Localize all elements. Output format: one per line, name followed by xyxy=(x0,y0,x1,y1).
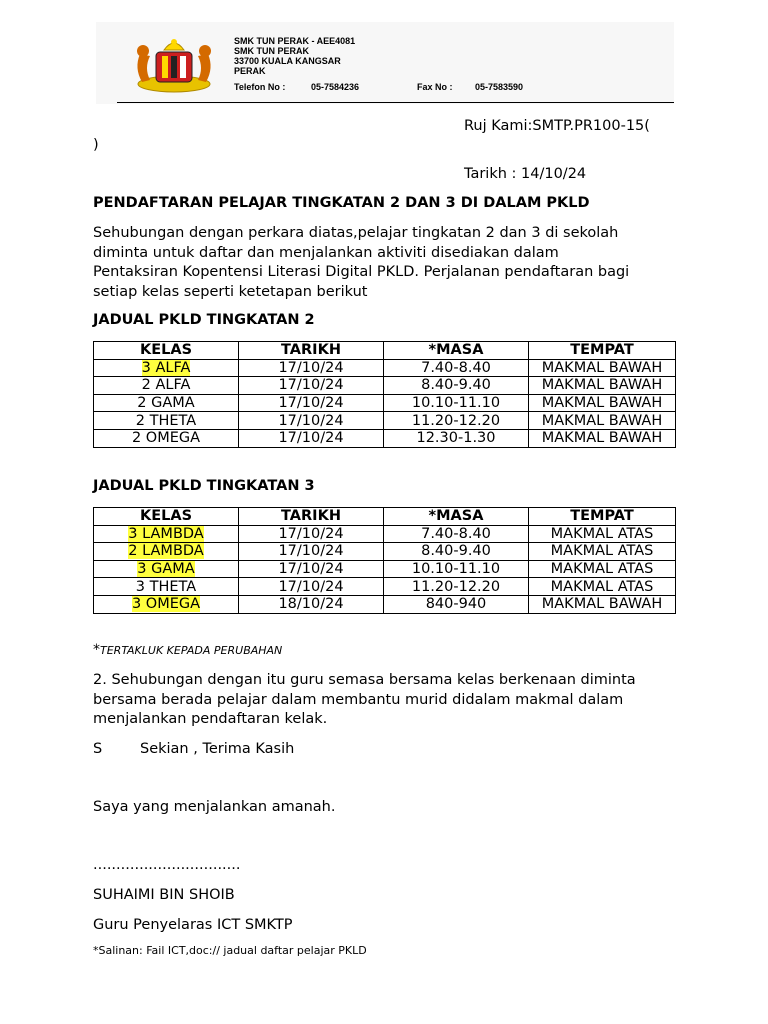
table-row xyxy=(94,560,676,578)
header-tarikh: TARIKH xyxy=(239,508,384,526)
fax-label: Fax No : xyxy=(417,82,453,92)
cell-tarikh: 18/10/24 xyxy=(239,595,384,613)
motto: Saya yang menjalankan amanah. xyxy=(93,799,336,815)
footnote xyxy=(93,642,282,658)
highlighted-class-name: 3 OMEGA xyxy=(131,596,201,613)
intro-line: Sehubungan dengan perkara diatas,pelajar tingkatan 2 dan 3 di sekolah xyxy=(93,225,619,241)
school-crest-logo xyxy=(128,34,220,96)
cell-tarikh: 17/10/24 xyxy=(239,359,384,377)
table-heading-form2: JADUAL PKLD TINGKATAN 2 xyxy=(93,312,315,328)
cell-masa: 11.20-12.20 xyxy=(384,412,529,430)
header-tempat: TEMPAT xyxy=(529,508,676,526)
table-row xyxy=(94,595,676,613)
cell-masa: 10.10-11.10 xyxy=(384,560,529,578)
cell-masa: 840-940 xyxy=(384,595,529,613)
cell-masa: 8.40-9.40 xyxy=(384,543,529,561)
cell-tempat: MAKMAL ATAS xyxy=(529,578,676,596)
highlighted-class-name: 3 ALFA xyxy=(141,359,191,376)
paragraph-two xyxy=(93,671,636,730)
cell-tempat: MAKMAL ATAS xyxy=(529,543,676,561)
cell-tempat: MAKMAL BAWAH xyxy=(529,429,676,447)
cell-tempat: MAKMAL BAWAH xyxy=(529,394,676,412)
cell-tarikh: 17/10/24 xyxy=(239,394,384,412)
cell-tempat: MAKMAL BAWAH xyxy=(529,359,676,377)
phone-number: 05-7584236 xyxy=(311,82,360,92)
header-masa: *MASA xyxy=(384,342,529,360)
highlighted-class-name: 3 LAMBDA xyxy=(128,525,204,542)
table-row xyxy=(94,377,676,395)
cell-tempat: MAKMAL ATAS xyxy=(529,560,676,578)
cell-tarikh: 17/10/24 xyxy=(239,377,384,395)
phone-label: Telefon No : xyxy=(234,82,286,92)
table-row xyxy=(94,359,676,377)
intro-line: setiap kelas seperti ketetapan berikut xyxy=(93,283,368,300)
reference-number: Ruj Kami:SMTP.PR100-15( xyxy=(464,118,650,134)
cell-tempat: MAKMAL BAWAH xyxy=(529,595,676,613)
school-line: 33700 KUALA KANGSAR xyxy=(234,56,341,66)
intro-line: Pentaksiran Kopentensi Literasi Digital PKLD. Perjalanan pendaftaran bagi xyxy=(93,264,630,280)
cell-masa: 7.40-8.40 xyxy=(384,359,529,377)
closing-text: Sekian , Terima Kasih xyxy=(140,741,295,757)
cell-tarikh: 17/10/24 xyxy=(239,429,384,447)
cell-kelas xyxy=(94,543,239,561)
cell-tarikh: 17/10/24 xyxy=(239,560,384,578)
paragraph-line: 2. Sehubungan dengan itu guru semasa bersama kelas berkenaan diminta xyxy=(93,672,636,688)
header-kelas: KELAS xyxy=(94,508,239,526)
cell-kelas: 2 GAMA xyxy=(94,394,239,412)
signatory-title: Guru Penyelaras ICT SMKTP xyxy=(93,917,293,933)
cell-kelas xyxy=(94,359,239,377)
school-line: PERAK xyxy=(234,66,266,76)
cell-tarikh: 17/10/24 xyxy=(239,578,384,596)
highlighted-class-name: 3 GAMA xyxy=(137,561,195,578)
cell-kelas: 3 THETA xyxy=(94,578,239,596)
footnote-star: * xyxy=(93,642,100,658)
table-heading-form3: JADUAL PKLD TINGKATAN 3 xyxy=(93,478,315,494)
header-kelas: KELAS xyxy=(94,342,239,360)
table-header-row xyxy=(94,508,676,526)
fax-number: 05-7583590 xyxy=(475,82,524,92)
cell-kelas: 2 THETA xyxy=(94,412,239,430)
table-row xyxy=(94,429,676,447)
intro-line: diminta untuk daftar dan menjalankan aktiviti disediakan dalam xyxy=(93,244,559,261)
letter-date: Tarikh : 14/10/24 xyxy=(464,166,587,182)
signatory-name: SUHAIMI BIN SHOIB xyxy=(93,887,235,903)
copy-note: *Salinan: Fail ICT,doc:// jadual daftar pelajar PKLD xyxy=(93,944,367,957)
cell-kelas: 2 ALFA xyxy=(94,377,239,395)
closing-prefix: S xyxy=(93,741,103,757)
header-divider xyxy=(117,102,674,103)
reference-continuation: ) xyxy=(93,137,99,153)
paragraph-line: bersama berada pelajar dalam membantu murid didalam makmal dalam xyxy=(93,691,624,708)
cell-masa: 12.30-1.30 xyxy=(384,429,529,447)
cell-kelas xyxy=(94,595,239,613)
cell-tarikh: 17/10/24 xyxy=(239,543,384,561)
paragraph-line: menjalankan pendaftaran kelak. xyxy=(93,711,328,727)
cell-kelas xyxy=(94,560,239,578)
table-header-row xyxy=(94,342,676,360)
letter-title: PENDAFTARAN PELAJAR TINGKATAN 2 DAN 3 DI DALAM PKLD xyxy=(93,195,590,211)
signature-line: ................................ xyxy=(93,857,241,873)
cell-tarikh: 17/10/24 xyxy=(239,525,384,543)
header-masa: *MASA xyxy=(384,508,529,526)
highlighted-class-name: 2 LAMBDA xyxy=(128,543,204,560)
header-tempat: TEMPAT xyxy=(529,342,676,360)
table-row xyxy=(94,578,676,596)
cell-masa: 10.10-11.10 xyxy=(384,394,529,412)
table-row xyxy=(94,394,676,412)
table-row xyxy=(94,525,676,543)
schedule-table-form2 xyxy=(93,341,676,448)
school-line: SMK TUN PERAK - AEE4081 xyxy=(234,36,356,46)
header-tarikh: TARIKH xyxy=(239,342,384,360)
cell-kelas: 2 OMEGA xyxy=(94,429,239,447)
school-line: SMK TUN PERAK xyxy=(234,46,310,56)
cell-kelas xyxy=(94,525,239,543)
intro-paragraph xyxy=(93,224,629,302)
cell-masa: 11.20-12.20 xyxy=(384,578,529,596)
school-address xyxy=(234,36,355,76)
cell-tarikh: 17/10/24 xyxy=(239,412,384,430)
table-row xyxy=(94,412,676,430)
cell-tempat: MAKMAL BAWAH xyxy=(529,377,676,395)
cell-tempat: MAKMAL ATAS xyxy=(529,525,676,543)
schedule-table-form3 xyxy=(93,507,676,614)
cell-masa: 8.40-9.40 xyxy=(384,377,529,395)
cell-masa: 7.40-8.40 xyxy=(384,525,529,543)
cell-tempat: MAKMAL BAWAH xyxy=(529,412,676,430)
footnote-text: TERTAKLUK KEPADA PERUBAHAN xyxy=(100,644,283,657)
table-row xyxy=(94,543,676,561)
